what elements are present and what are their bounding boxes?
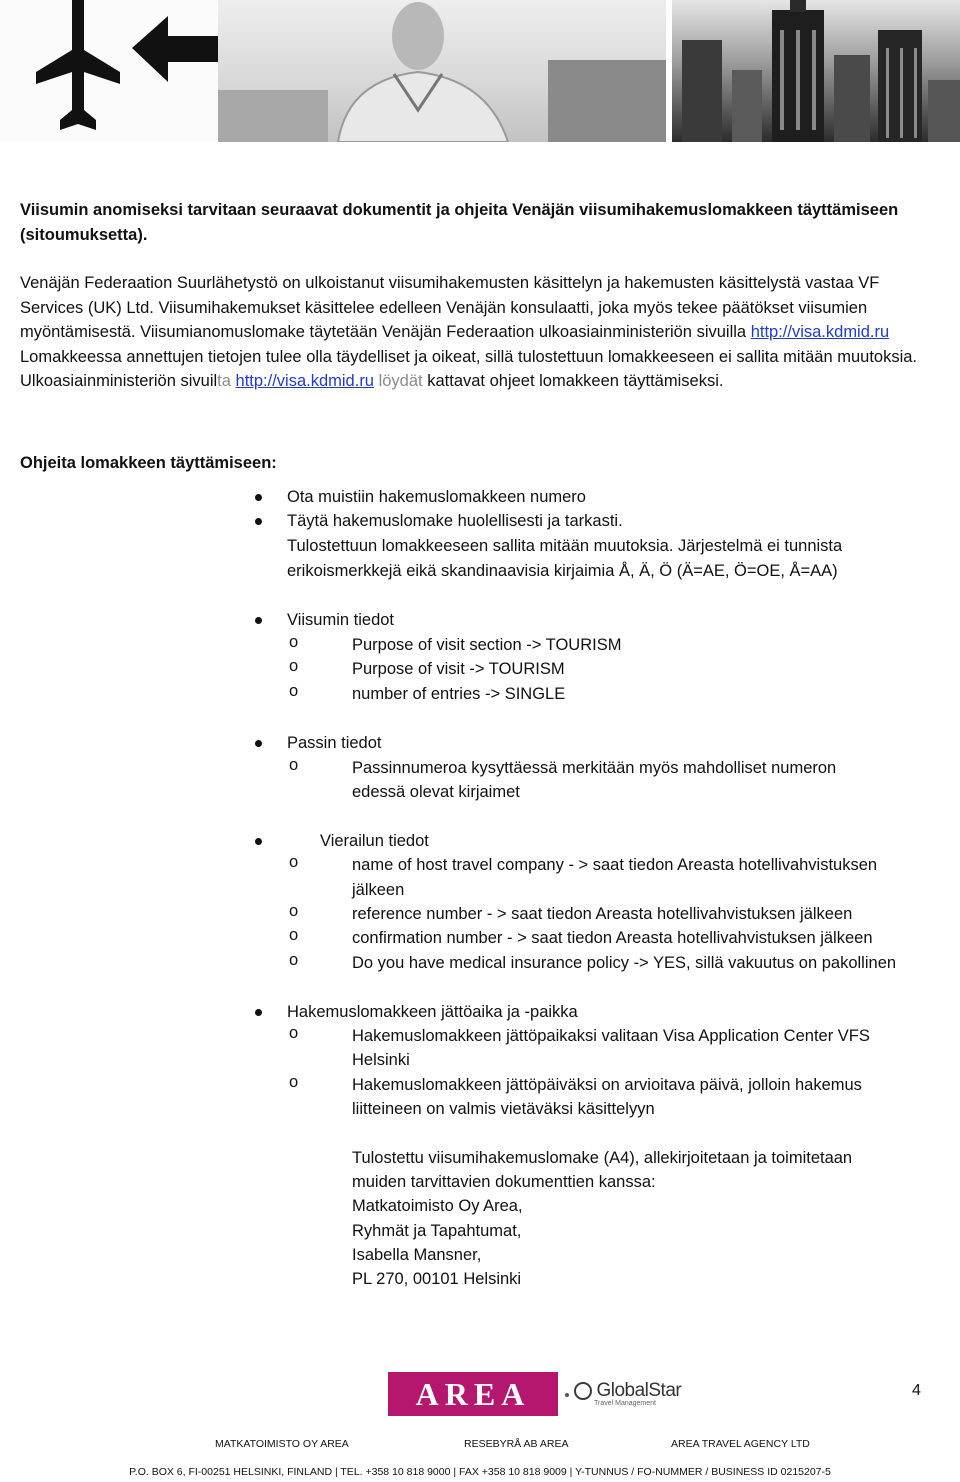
sub-list-item: Do you have medical insurance policy -> YES, sillä vakuutus on pakollinen	[352, 954, 897, 972]
area-logo-text: AREA	[415, 1375, 531, 1412]
intro-text-b: Viisumianomuslomake täytetään Venäjän Federaation ulkoasiainministeriön sivuilla	[140, 323, 747, 341]
area-logo	[388, 1372, 558, 1416]
page-number: 4	[912, 1382, 921, 1399]
intro-text-c-grey: ta	[217, 372, 231, 390]
sub-bullet-marker: o	[289, 682, 299, 700]
city-skyline-icon	[672, 0, 960, 142]
sub-list-item: reference number - > saat tiedon Areasta hotellivahvistuksen jälkeen	[352, 905, 853, 923]
address-line: PL 270, 00101 Helsinki	[352, 1270, 522, 1288]
list-item-continuation: erikoismerkkejä eikä skandinaavisia kirjaimia Å, Ä, Ö (Ä=AE, Ö=OE, Å=AA)	[287, 562, 838, 580]
bullet-icon	[255, 518, 262, 525]
visa-kdmid-link-2[interactable]: http://visa.kdmid.ru	[235, 372, 374, 390]
sub-bullet-marker: o	[289, 633, 299, 651]
airplane-arrow-icon	[0, 0, 218, 142]
sub-bullet-marker: o	[289, 853, 299, 871]
bullet-icon	[255, 740, 262, 747]
businessman-icon	[218, 0, 666, 142]
intro-text-c: Lomakkeessa annettujen tietojen tulee olla täydelliset ja oikeat, sillä tulostettuun lomakkeeseen ei sallita mitään muutoksia. Ulkoasiainministeriön sivuil	[20, 347, 918, 390]
sub-list-item-continuation: edessä olevat kirjaimet	[352, 783, 520, 801]
footer-company-fi: MATKATOIMISTO OY AREA	[215, 1438, 349, 1450]
address-line: Tulostettu viisumihakemuslomake (A4), allekirjoitetaan ja toimitetaan	[352, 1149, 853, 1167]
airport-sign-photo	[0, 0, 218, 142]
globe-icon	[574, 1382, 592, 1400]
sub-list-item-continuation: Helsinki	[352, 1051, 410, 1069]
intro-heading: Viisumin anomiseksi tarvitaan seuraavat dokumentit ja ohjeita Venäjän viisumihakemuslomakkeen täyttämiseen (sitoumuksetta).	[20, 201, 899, 244]
sub-bullet-marker: o	[289, 951, 299, 969]
address-line: muiden tarvittavien dokumenttien kanssa:	[352, 1173, 656, 1191]
sub-list-item: Passinnumeroa kysyttäessä merkitään myös mahdolliset numeron	[352, 759, 837, 777]
address-line: Ryhmät ja Tapahtumat,	[352, 1222, 522, 1240]
instructions-heading: Ohjeita lomakkeen täyttämiseen:	[20, 454, 277, 472]
intro-text-d-grey: löydät	[378, 372, 423, 390]
list-item-continuation: Tulostettuun lomakkeeseen sallita mitään muutoksia. Järjestelmä ei tunnista	[287, 537, 843, 555]
intro-text-a: Venäjän Federaation Suurlähetystö on ulkoistanut viisumihakemusten käsittelyn ja hakemusten käsittelystä vastaa VF Services (UK) Ltd. Viisumihakemukset käsittelee edelleen Venäjän konsulaatti, joka myös tekee päätökset viisumien myöntämisestä.	[20, 274, 880, 341]
intro-paragraph	[20, 271, 944, 394]
skyscraper-photo	[672, 0, 960, 142]
list-item: Vierailun tiedot	[320, 832, 429, 850]
sub-list-item: confirmation number - > saat tiedon Areasta hotellivahvistuksen jälkeen	[352, 929, 873, 947]
sub-list-item: Purpose of visit -> TOURISM	[352, 660, 565, 678]
globalstar-subtitle: Travel Management	[594, 1400, 656, 1407]
intro-section	[20, 198, 944, 394]
sub-list-item-continuation: liitteineen on valmis vietäväksi käsittelyyn	[352, 1100, 655, 1118]
sub-bullet-marker: o	[289, 926, 299, 944]
sub-bullet-marker: o	[289, 657, 299, 675]
globalstar-logo-text: GlobalStar	[596, 1380, 682, 1401]
bullet-icon	[255, 838, 262, 845]
sub-bullet-marker: o	[289, 902, 299, 920]
address-line: Matkatoimisto Oy Area,	[352, 1197, 523, 1215]
bullet-icon	[255, 1009, 262, 1016]
sub-list-item: Hakemuslomakkeen jättöpaikaksi valitaan Visa Application Center VFS	[352, 1027, 870, 1045]
businessman-photo	[218, 0, 666, 142]
sub-list-item: Hakemuslomakkeen jättöpäiväksi on arvioitava päivä, jolloin hakemus	[352, 1076, 862, 1094]
intro-text-e: kattavat ohjeet lomakkeen täyttämiseksi.	[427, 372, 724, 390]
footer-contact-line: P.O. BOX 6, FI-00251 HELSINKI, FINLAND | TEL. +358 10 818 9000 | FAX +358 10 818 9009 | Y-TUNNUS / FO-NUMMER / BUSINESS ID 0215207-5	[129, 1466, 831, 1478]
sub-list-item: number of entries -> SINGLE	[352, 685, 566, 703]
visa-kdmid-link-1[interactable]: http://visa.kdmid.ru	[750, 323, 890, 341]
sub-list-item: name of host travel company - > saat tiedon Areasta hotellivahvistuksen	[352, 856, 878, 874]
sub-bullet-marker: o	[289, 1073, 299, 1091]
bullet-icon	[255, 494, 262, 501]
list-item: Täytä hakemuslomake huolellisesti ja tarkasti.	[287, 512, 623, 530]
sub-list-item: Purpose of visit section -> TOURISM	[352, 636, 622, 654]
logo-separator-dot	[565, 1393, 569, 1397]
list-item: Ota muistiin hakemuslomakkeen numero	[287, 488, 586, 506]
footer-company-en: AREA TRAVEL AGENCY LTD	[671, 1438, 810, 1450]
header-banner	[0, 0, 960, 142]
footer-company-se: RESEBYRÅ AB AREA	[464, 1438, 569, 1450]
list-item: Viisumin tiedot	[287, 611, 395, 629]
globalstar-logo	[574, 1380, 681, 1407]
list-item: Hakemuslomakkeen jättöaika ja -paikka	[287, 1003, 578, 1021]
sub-bullet-marker: o	[289, 1024, 299, 1042]
sub-list-item-continuation: jälkeen	[352, 881, 405, 899]
address-line: Isabella Mansner,	[352, 1246, 482, 1264]
bullet-icon	[255, 617, 262, 624]
list-item: Passin tiedot	[287, 734, 382, 752]
sub-bullet-marker: o	[289, 756, 299, 774]
